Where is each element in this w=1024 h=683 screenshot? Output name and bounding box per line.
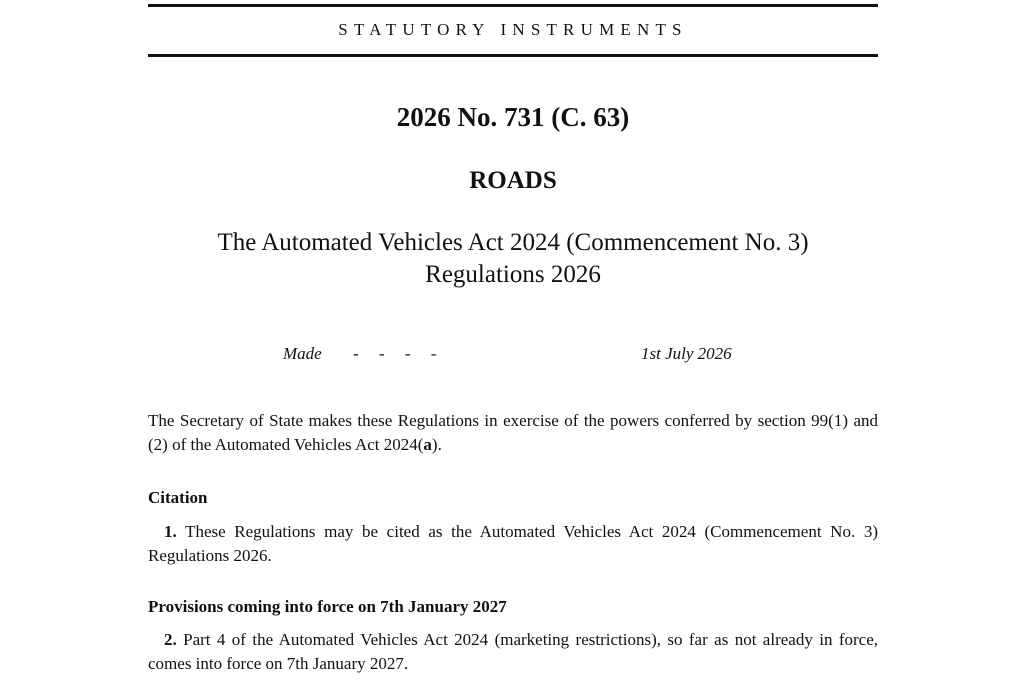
- bottom-rule: [148, 54, 878, 57]
- section-2-text: Part 4 of the Automated Vehicles Act 2024 (marketing restrictions), so far as not already in force, comes into force on 7th January 2027.: [148, 630, 878, 673]
- title-line-2: Regulations 2026: [425, 261, 601, 288]
- preamble-paragraph: [148, 409, 878, 457]
- title-line-1: The Automated Vehicles Act 2024 (Commencement No. 3): [217, 229, 809, 256]
- made-label: Made: [283, 344, 322, 363]
- section-1-paragraph: [148, 520, 878, 568]
- preamble-text: The Secretary of State makes these Regulations in exercise of the powers conferred by section 99(1) and (2) of the Automated Vehicles Act 2024(: [148, 411, 878, 454]
- running-head: STATUTORY INSTRUMENTS: [338, 20, 688, 39]
- made-date: 1st July 2026: [641, 344, 732, 363]
- section-2-number: 2.: [164, 630, 177, 649]
- footnote-reference[interactable]: a: [423, 435, 432, 454]
- made-dashes: - - - -: [353, 344, 437, 363]
- section-heading-provisions: Provisions coming into force on 7th January 2027: [148, 597, 507, 616]
- section-heading-citation: Citation: [148, 488, 208, 507]
- top-rule: [148, 4, 878, 7]
- instrument-number: 2026 No. 731 (C. 63): [396, 102, 630, 132]
- section-1-text: These Regulations may be cited as the Automated Vehicles Act 2024 (Commencement No. 3) Regulations 2026.: [148, 522, 878, 565]
- section-1-number: 1.: [164, 522, 177, 541]
- instrument-subject: ROADS: [469, 167, 557, 194]
- instrument-title: [148, 227, 878, 291]
- section-2-paragraph: [148, 628, 878, 676]
- preamble-text-end: ).: [431, 435, 442, 454]
